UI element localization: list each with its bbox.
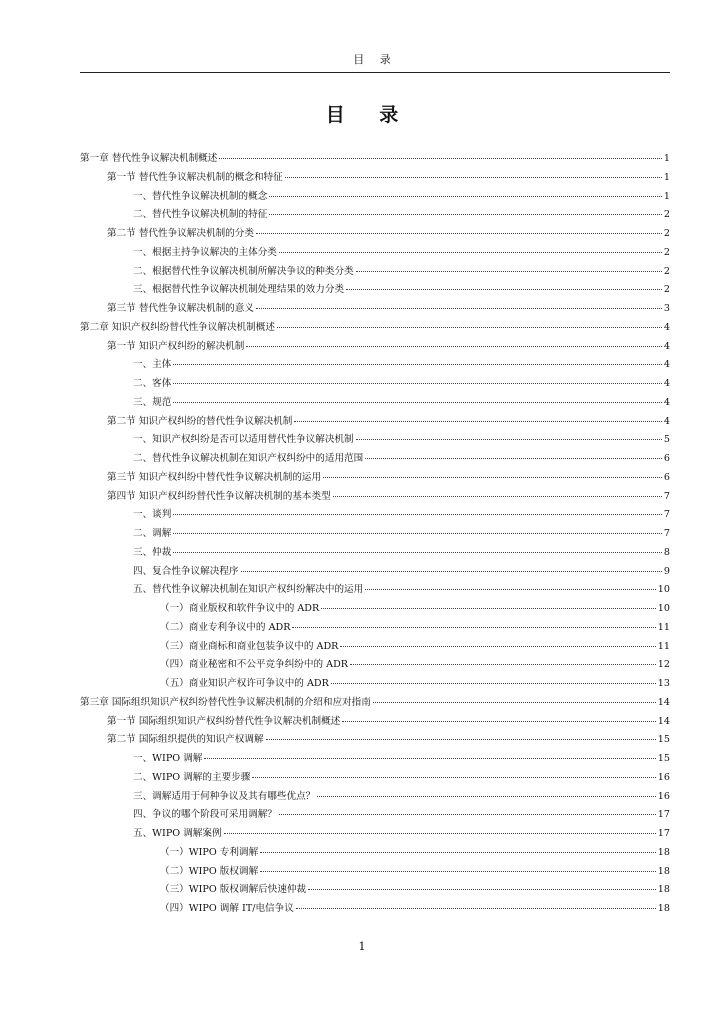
toc-entry-page: 10: [657, 603, 670, 614]
toc-entry[interactable]: [80, 675, 670, 694]
toc-entry-title: （二）商业专利争议中的 ADR: [160, 621, 291, 633]
toc-entry[interactable]: [80, 150, 670, 169]
dot-leader: [340, 646, 655, 647]
dot-leader: [173, 364, 662, 365]
toc-entry-page: 17: [657, 809, 670, 821]
toc-entry[interactable]: [80, 863, 670, 882]
toc-entry[interactable]: [80, 450, 670, 469]
toc-entry-page: 2: [663, 284, 670, 296]
toc-entry[interactable]: [80, 656, 670, 675]
toc-entry-title: 第三章 国际组织知识产权纠纷替代性争议解决机制的介绍和应对指南: [80, 696, 371, 708]
toc-entry[interactable]: [80, 750, 670, 769]
toc-entry-title: 一、替代性争议解决机制的概念: [133, 190, 268, 202]
toc-entry-page: 4: [663, 415, 670, 427]
toc-entry-title: 五、WIPO 调解案例: [133, 828, 222, 839]
dot-leader: [285, 177, 662, 178]
dot-leader: [224, 833, 656, 834]
toc-entry-page: 6: [663, 453, 670, 464]
toc-entry[interactable]: [80, 188, 670, 207]
toc-entry-page: 18: [657, 884, 670, 896]
toc-entry-page: 1: [663, 190, 670, 202]
dot-leader: [246, 346, 662, 347]
toc-entry-title: 第一节 国际组织知识产权纠纷替代性争议解决机制概述: [107, 715, 341, 727]
toc-entry-title: （四）WIPO 调解 IT/电信争议: [160, 903, 294, 914]
toc-entry[interactable]: [80, 694, 670, 713]
toc-entry-title: 第二节 国际组织提供的知识产权调解: [107, 734, 264, 746]
toc-entry[interactable]: [80, 206, 670, 225]
toc-entry[interactable]: [80, 413, 670, 432]
toc-entry[interactable]: [80, 563, 670, 582]
dot-leader: [356, 439, 662, 440]
toc-entry-title: 第三节 替代性争议解决机制的意义: [107, 303, 254, 314]
dot-leader: [365, 458, 662, 459]
toc-entry-page: 8: [663, 546, 670, 558]
toc-entry-page: 16: [657, 790, 670, 802]
toc-entry-page: 10: [657, 584, 670, 596]
toc-entry-title: 三、规范: [133, 396, 172, 408]
toc-entry[interactable]: [80, 581, 670, 600]
toc-entry[interactable]: [80, 881, 670, 900]
toc-entry-title: 第一节 知识产权纠纷的解决机制: [107, 340, 245, 352]
toc-entry[interactable]: [80, 713, 670, 732]
toc-entry[interactable]: [80, 225, 670, 244]
toc-entry-title: 二、替代性争议解决机制在知识产权纠纷中的适用范围: [133, 453, 364, 464]
toc-entry[interactable]: [80, 319, 670, 338]
toc-entry[interactable]: [80, 169, 670, 188]
page-number: 1: [358, 940, 366, 953]
dot-leader: [266, 739, 656, 740]
dot-leader: [331, 683, 656, 684]
dot-leader: [260, 871, 656, 872]
dot-leader: [204, 758, 655, 759]
toc-entry[interactable]: [80, 281, 670, 300]
dot-leader: [173, 514, 662, 515]
toc-entry-title: 二、客体: [133, 378, 172, 389]
toc-entry-page: 15: [657, 753, 670, 764]
dot-leader: [279, 252, 662, 253]
table-of-contents: [80, 150, 670, 919]
toc-entry-page: 18: [657, 903, 670, 914]
dot-leader: [173, 552, 662, 553]
dot-leader: [269, 214, 662, 215]
dot-leader: [269, 196, 662, 197]
toc-entry[interactable]: [80, 263, 670, 282]
toc-entry[interactable]: [80, 769, 670, 788]
dot-leader: [256, 233, 662, 234]
toc-entry[interactable]: [80, 638, 670, 657]
toc-entry-page: 17: [657, 828, 670, 839]
toc-entry-title: 第四节 知识产权纠纷替代性争议解决机制的基本类型: [107, 490, 331, 502]
toc-entry-title: 一、主体: [133, 359, 172, 371]
toc-entry[interactable]: [80, 844, 670, 863]
toc-entry-page: 2: [663, 228, 670, 239]
toc-entry[interactable]: [80, 544, 670, 563]
toc-entry[interactable]: [80, 825, 670, 844]
toc-entry-page: 7: [663, 490, 670, 502]
toc-entry-page: 7: [663, 528, 670, 539]
toc-entry-page: 1: [663, 171, 670, 183]
dot-leader: [333, 496, 662, 497]
running-header: 目 录: [353, 53, 397, 66]
toc-entry[interactable]: [80, 431, 670, 450]
toc-entry[interactable]: [80, 619, 670, 638]
toc-entry-title: 第二节 知识产权纠纷的替代性争议解决机制: [107, 415, 293, 427]
toc-entry-page: 5: [663, 434, 670, 446]
toc-entry-title: 二、根据替代性争议解决机制所解决争议的种类分类: [133, 265, 354, 277]
dot-leader: [308, 889, 656, 890]
toc-entry[interactable]: [80, 300, 670, 319]
toc-entry-title: 四、复合性争议解决程序: [133, 565, 239, 577]
toc-entry-title: （一）WIPO 专利调解: [160, 846, 259, 858]
toc-entry[interactable]: [80, 244, 670, 263]
dot-leader: [317, 796, 656, 797]
dot-leader: [296, 908, 656, 909]
toc-entry-page: 4: [663, 359, 670, 371]
toc-entry-title: 二、调解: [133, 528, 172, 539]
toc-entry[interactable]: [80, 338, 670, 357]
toc-entry-title: 第二章 知识产权纠纷替代性争议解决机制概述: [80, 321, 275, 333]
toc-entry-title: 一、根据主持争议解决的主体分类: [133, 246, 277, 258]
toc-entry-page: 11: [657, 621, 670, 633]
dot-leader: [373, 702, 656, 703]
dot-leader: [260, 852, 656, 853]
dot-leader: [219, 158, 662, 159]
page-title: 目 录: [325, 104, 413, 126]
toc-entry-page: 1: [663, 153, 670, 164]
toc-entry[interactable]: [80, 394, 670, 413]
toc-entry-page: 12: [657, 659, 670, 671]
toc-entry-title: （一）商业版权和软件争议中的 ADR: [160, 603, 320, 614]
toc-entry-page: 13: [657, 678, 670, 689]
dot-leader: [279, 814, 656, 815]
header-rule: [80, 72, 670, 73]
dot-leader: [252, 777, 655, 778]
dot-leader: [350, 664, 656, 665]
toc-entry[interactable]: [80, 525, 670, 544]
toc-entry-page: 14: [657, 696, 670, 708]
toc-entry-title: （二）WIPO 版权调解: [160, 865, 259, 877]
dot-leader: [277, 327, 662, 328]
toc-entry-page: 4: [663, 396, 670, 408]
toc-entry-title: （三）商业商标和商业包装争议中的 ADR: [160, 640, 339, 652]
toc-entry-title: 第二节 替代性争议解决机制的分类: [107, 228, 254, 239]
dot-leader: [346, 289, 662, 290]
dot-leader: [173, 533, 662, 534]
toc-entry-title: 一、谈判: [133, 509, 172, 521]
dot-leader: [342, 721, 655, 722]
toc-entry-title: 二、替代性争议解决机制的特征: [133, 209, 268, 221]
toc-entry[interactable]: [80, 600, 670, 619]
toc-entry-page: 15: [657, 734, 670, 746]
toc-entry-title: （五）商业知识产权许可争议中的 ADR: [160, 678, 329, 689]
toc-entry[interactable]: [80, 788, 670, 807]
dot-leader: [173, 383, 662, 384]
toc-entry-page: 18: [657, 865, 670, 877]
toc-entry-page: 11: [657, 640, 670, 652]
toc-entry-title: 三、仲裁: [133, 546, 172, 558]
toc-entry-title: 一、知识产权纠纷是否可以适用替代性争议解决机制: [133, 434, 354, 446]
dot-leader: [365, 589, 656, 590]
toc-entry-title: 二、WIPO 调解的主要步骤: [133, 771, 251, 783]
toc-entry-page: 18: [657, 846, 670, 858]
toc-entry[interactable]: [80, 900, 670, 919]
toc-entry-page: 4: [663, 378, 670, 389]
toc-entry[interactable]: [80, 356, 670, 375]
toc-entry[interactable]: [80, 731, 670, 750]
toc-entry-page: 2: [663, 246, 670, 258]
toc-entry-title: 一、WIPO 调解: [133, 753, 203, 764]
toc-entry-page: 2: [663, 265, 670, 277]
toc-entry[interactable]: [80, 506, 670, 525]
toc-entry-page: 7: [663, 509, 670, 521]
dot-leader: [292, 627, 655, 628]
dot-leader: [321, 608, 656, 609]
toc-entry-title: 三、根据替代性争议解决机制处理结果的效力分类: [133, 284, 345, 296]
toc-entry-title: 四、争议的哪个阶段可采用调解？: [133, 809, 277, 821]
toc-entry-title: 五、替代性争议解决机制在知识产权纠纷解决中的运用: [133, 584, 364, 596]
toc-entry-title: 第三节 知识产权纠纷中替代性争议解决机制的运用: [107, 471, 322, 483]
toc-entry-page: 14: [657, 715, 670, 727]
toc-entry-page: 16: [657, 771, 670, 783]
toc-entry-title: 三、调解适用于何种争议及其有哪些优点？: [133, 790, 316, 802]
dot-leader: [241, 571, 662, 572]
dot-leader: [294, 421, 662, 422]
toc-entry-page: 6: [663, 471, 670, 483]
toc-entry-title: 第一节 替代性争议解决机制的概念和特征: [107, 171, 283, 183]
toc-entry-title: （三）WIPO 版权调解后快速仲裁: [160, 884, 307, 896]
toc-entry-title: （四）商业秘密和不公平竞争纠纷中的 ADR: [160, 659, 348, 671]
toc-entry-page: 4: [663, 340, 670, 352]
toc-entry[interactable]: [80, 375, 670, 394]
dot-leader: [256, 308, 662, 309]
toc-entry-page: 3: [663, 303, 670, 314]
toc-entry[interactable]: [80, 806, 670, 825]
dot-leader: [323, 477, 662, 478]
dot-leader: [356, 271, 662, 272]
toc-entry-title: 第一章 替代性争议解决机制概述: [80, 153, 218, 164]
toc-entry[interactable]: [80, 469, 670, 488]
toc-entry-page: 4: [663, 321, 670, 333]
toc-entry-page: 9: [663, 565, 670, 577]
dot-leader: [173, 402, 662, 403]
toc-entry[interactable]: [80, 488, 670, 507]
toc-entry-page: 2: [663, 209, 670, 221]
